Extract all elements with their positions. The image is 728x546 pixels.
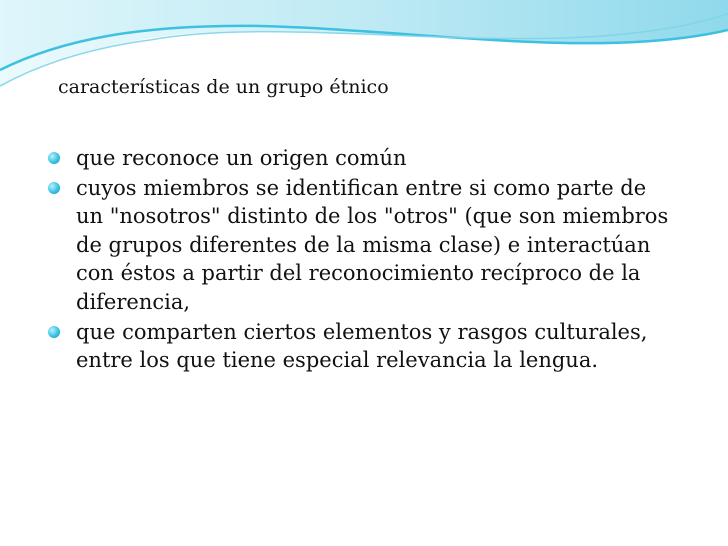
bullet-item bbox=[0, 174, 670, 317]
bullet-dot-icon bbox=[48, 182, 60, 194]
bullet-item bbox=[0, 318, 670, 375]
bullet-list bbox=[0, 144, 670, 376]
bullet-item bbox=[0, 144, 670, 173]
bullet-dot-icon bbox=[48, 152, 60, 164]
bullet-text: que comparten ciertos elementos y rasgos culturales, entre los que tiene especial relevancia la lengua. bbox=[76, 319, 648, 373]
bullet-text: que reconoce un origen común bbox=[76, 146, 407, 170]
slide-title: características de un grupo étnico bbox=[58, 76, 389, 98]
bullet-dot-icon bbox=[48, 326, 60, 338]
bullet-text: cuyos miembros se identifican entre si como parte de un "nosotros" distinto de los "otros" (que son miembros de grupos diferentes de la misma clase) e interactúan con éstos a partir del reconocimiento recíproco de la diferencia, bbox=[76, 175, 669, 314]
